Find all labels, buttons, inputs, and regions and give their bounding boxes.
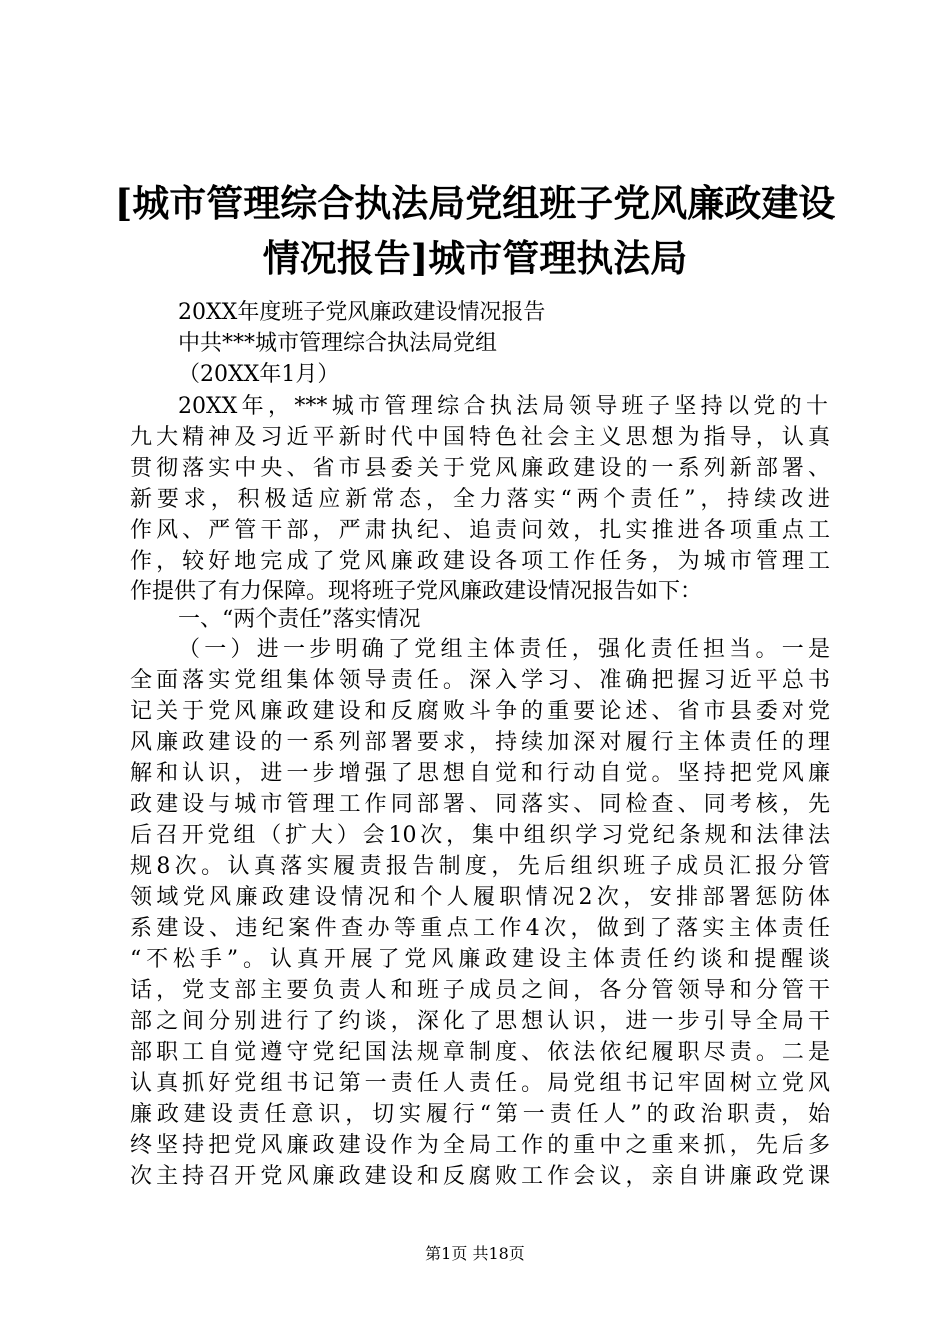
body-line: 贯彻落实中央、省市县委关于党风廉政建设的一系列新部署、: [130, 456, 830, 481]
report-heading: 20XX年度班子党风廉政建设情况报告: [178, 300, 546, 325]
body-line: 系建设、违纪案件查办等重点工作4次，做到了落实主体责任: [130, 916, 830, 941]
body-line: 政建设与城市管理工作同部署、同落实、同检查、同考核，先: [130, 792, 830, 817]
body-line: 领域党风廉政建设情况和个人履职情况2次，安排部署惩防体: [130, 885, 830, 910]
body-line: 记关于党风廉政建设和反腐败斗争的重要论述、省市县委对党: [130, 699, 830, 724]
body-line: 九大精神及习近平新时代中国特色社会主义思想为指导，认真: [130, 425, 830, 450]
body-line: 作提供了有力保障。现将班子党风廉政建设情况报告如下：: [130, 579, 703, 604]
report-date: （20XX年1月）: [178, 362, 340, 387]
body-line: 廉政建设责任意识，切实履行“第一责任人”的政治职责，始: [130, 1102, 830, 1127]
body-line: 作，较好地完成了党风廉政建设各项工作任务，为城市管理工: [130, 549, 830, 574]
body-line: 终坚持把党风廉政建设作为全局工作的重中之重来抓，先后多: [130, 1133, 830, 1158]
body-line: 解和认识，进一步增强了思想自觉和行动自觉。坚持把党风廉: [130, 761, 830, 786]
body-line: 规8次。认真落实履责报告制度，先后组织班子成员汇报分管: [130, 854, 830, 879]
document-title-line-2: 情况报告]城市管理执法局: [262, 236, 688, 280]
body-line: 风廉政建设的一系列部署要求，持续加深对履行主体责任的理: [130, 730, 830, 755]
body-line: （一）进一步明确了党组主体责任，强化责任担当。一是: [178, 637, 830, 662]
page-footer: 第1页 共18页: [425, 1244, 525, 1263]
body-line: 后召开党组（扩大）会10次，集中组织学习党纪条规和法律法: [130, 823, 830, 848]
body-line: 部职工自觉遵守党纪国法规章制度、依法依纪履职尽责。二是: [130, 1040, 830, 1065]
body-line: 次主持召开党风廉政建设和反腐败工作会议，亲自讲廉政党课: [130, 1164, 830, 1189]
document-title-line-1: [城市管理综合执法局党组班子党风廉政建设: [114, 181, 836, 225]
body-line: 作风、严管干部，严肃执纪、追责问效，扎实推进各项重点工: [130, 518, 830, 543]
body-line: 部之间分别进行了约谈，深化了思想认识，进一步引导全局干: [130, 1009, 830, 1034]
section-heading: 一、“两个责任”落实情况: [178, 607, 421, 632]
body-line: “不松手”。认真开展了党风廉政建设主体责任约谈和提醒谈: [130, 947, 830, 972]
report-issuer: 中共***城市管理综合执法局党组: [178, 331, 498, 356]
body-line: 全面落实党组集体领导责任。深入学习、准确把握习近平总书: [130, 668, 830, 693]
body-line: 话，党支部主要负责人和班子成员之间，各分管领导和分管干: [130, 978, 830, 1003]
body-line: 新要求，积极适应新常态，全力落实“两个责任”，持续改进: [130, 487, 830, 512]
body-line: 认真抓好党组书记第一责任人责任。局党组书记牢固树立党风: [130, 1071, 830, 1096]
body-line: 20XX年，***城市管理综合执法局领导班子坚持以党的十: [178, 394, 828, 419]
